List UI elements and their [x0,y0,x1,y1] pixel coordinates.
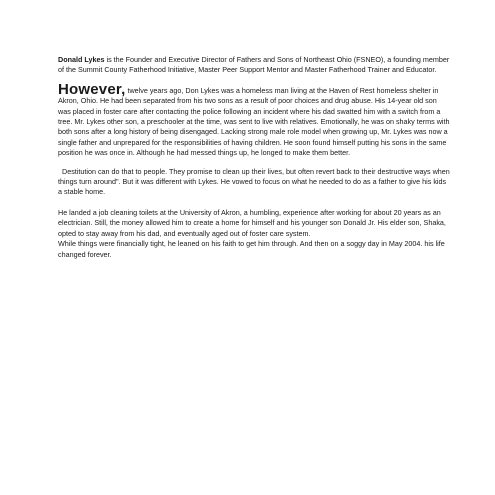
bio-text: is the Founder and Executive Director of Fathers and Sons of Northeast Ohio (FSNEO), a founding member of the Summit County Fatherhood Initiative, Master Peer Support Mentor and Master Fatherhood Trainer and Educator. [58,55,450,75]
bio-name: Donald Lykes [58,55,105,64]
document-page [58,55,450,260]
bio-paragraph [58,55,450,76]
closing-paragraph: While things were financially tight, he leaned on his faith to get him through. And then on a soggy day in May 2004. his life changed forever. [58,239,445,259]
destitution-paragraph: Destitution can do that to people. They promise to clean up their lives, but often revert back to their destructive ways when things turn around". But it was different with Lykes. He vowed to focus on what he needed to do as a father to give his kids a stable home. [58,166,450,197]
story-paragraph [58,80,450,159]
story-text: twelve years ago, Don Lykes was a homeless man living at the Haven of Rest homeless shelter in Akron, Ohio. He had been separated from his two sons as a result of poor choices and drug abuse. His 14-year old son was placed in foster care after contacting the police following an incident where his dad swatted him with a switch from a tree. Mr. Lykes other son, a preschooler at the time, was sent to live with relatives. Emotionally, he was on shaky terms with both sons after a long history of being disengaged. Lacking strong male role model when growing up, Mr. Lykes was now a single father and unprepared for the responsibilities of having children. He soon found himself putting his sons in the same position he was once in. Although he had messed things up, he longed to make them better. [58,85,450,158]
lead-word: However, [58,80,126,98]
job-paragraph: He landed a job cleaning toilets at the University of Akron, a humbling, experience after working for about 20 years as an electrician. Still, the money allowed him to create a home for himself and his younger son Donald Jr. His elder son, Shaka, opted to stay away from his dad, and eventually aged out of foster care system. [58,207,446,238]
